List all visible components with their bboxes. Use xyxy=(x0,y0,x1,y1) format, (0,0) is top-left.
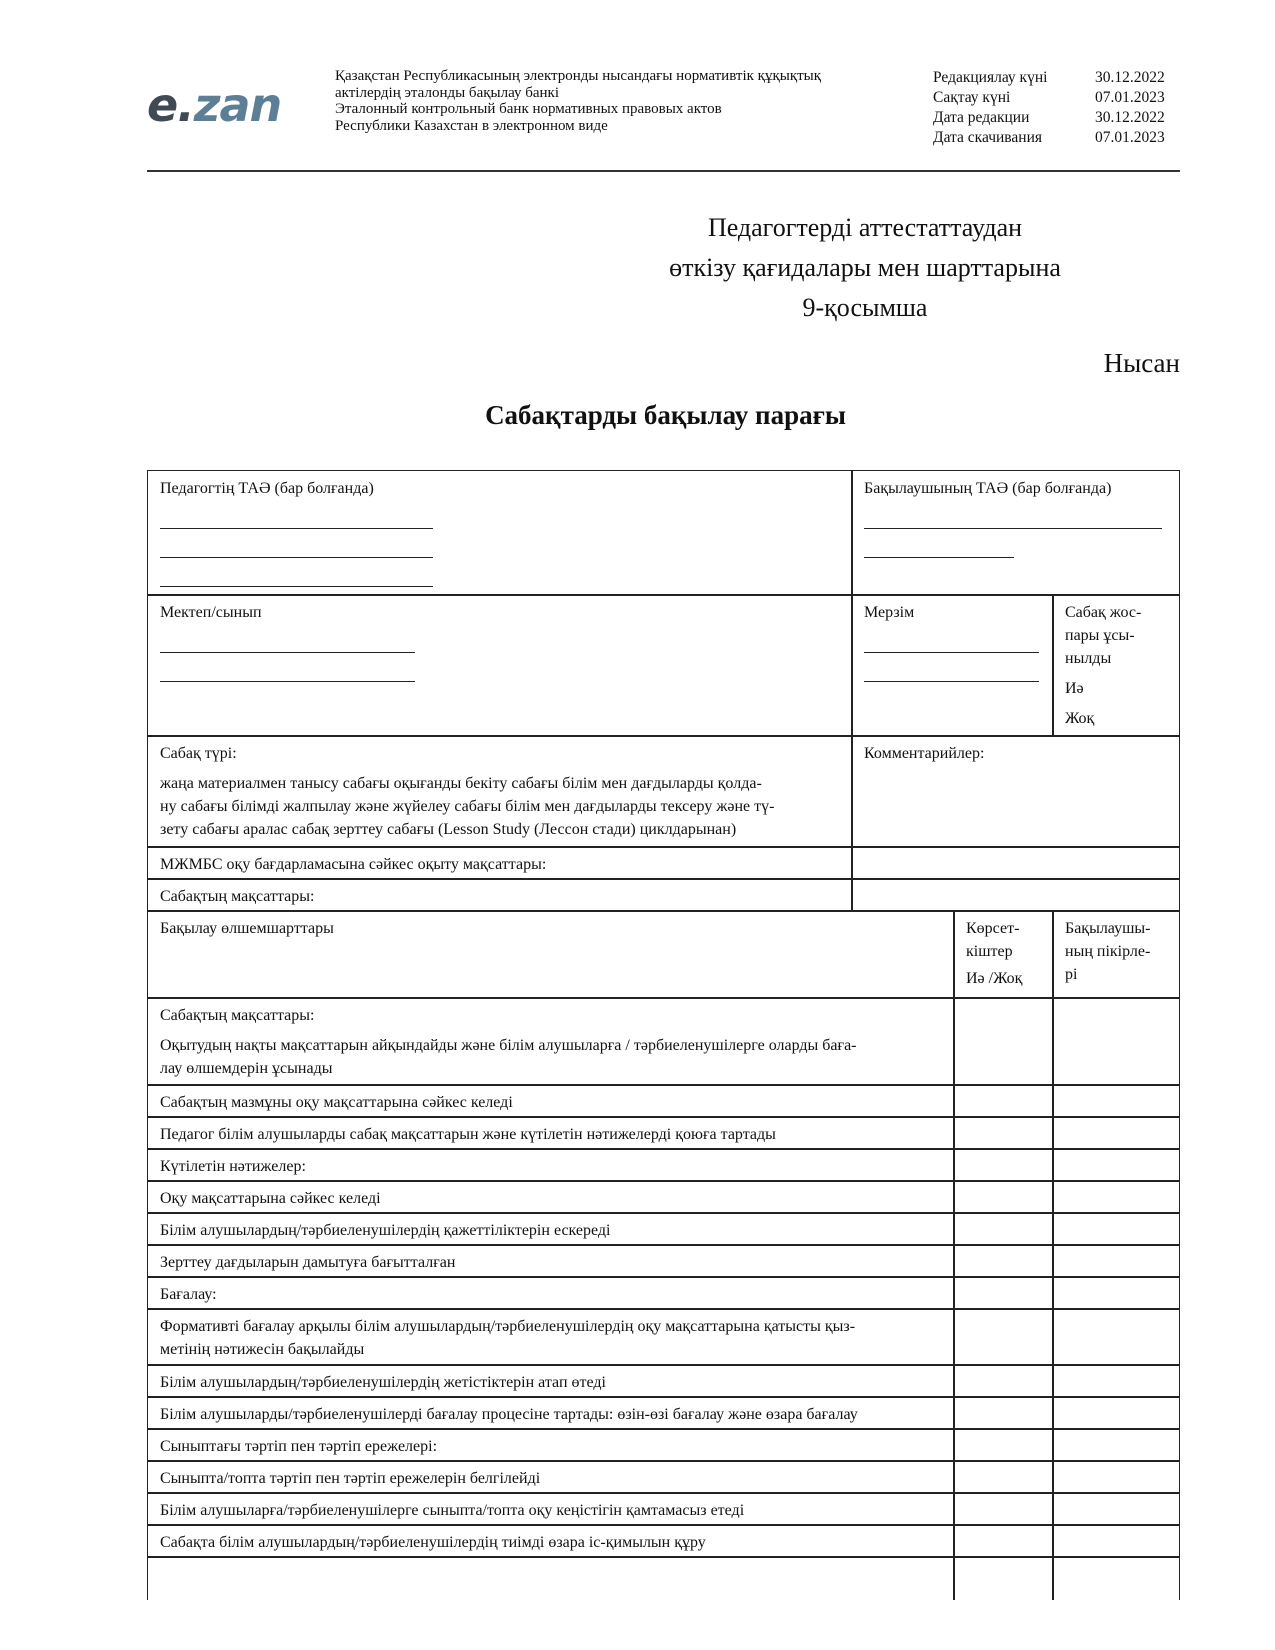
observer-opinion-header: Бақылаушы- ның пікірле- рі xyxy=(1052,910,1180,999)
blank-line xyxy=(864,652,1039,653)
indicator-input[interactable] xyxy=(953,1084,1054,1118)
observer-opinion-input[interactable] xyxy=(1052,997,1180,1086)
criteria-row: Сыныпта/топта тәртіп пен тәртіп ережелерін белгілейді xyxy=(147,1460,955,1494)
bank-description xyxy=(335,68,821,134)
document-header xyxy=(147,66,1180,172)
criteria-row: Білім алушылардың/тәрбиеленушілердің жетістіктерін атап өтеді xyxy=(147,1364,955,1398)
observer-opinion-input[interactable] xyxy=(1052,1524,1180,1558)
criteria-row xyxy=(147,1556,955,1600)
ezan-logo: e.zan xyxy=(147,78,282,132)
yes-option[interactable]: Иә xyxy=(1065,680,1084,697)
indicator-input[interactable] xyxy=(953,1492,1054,1526)
observer-opinion-input[interactable] xyxy=(1052,1428,1180,1462)
criteria-row: Күтілетін нәтижелер: xyxy=(147,1148,955,1182)
observer-opinion-input[interactable] xyxy=(1052,1244,1180,1278)
indicator-input[interactable] xyxy=(953,1244,1054,1278)
teacher-name-cell[interactable]: Педагогтің ТАӘ (бар болғанда) xyxy=(147,470,853,596)
description-line: Эталонный контрольный банк нормативных правовых актов xyxy=(335,101,722,117)
observer-opinion-input[interactable] xyxy=(1052,1460,1180,1494)
indicator-input[interactable] xyxy=(953,1148,1054,1182)
program-goals-input[interactable] xyxy=(851,846,1180,880)
lesson-goals-cell: Сабақтың мақсаттары: xyxy=(147,878,853,912)
indicator-input[interactable] xyxy=(953,1428,1054,1462)
indicator-input[interactable] xyxy=(953,1308,1054,1366)
criteria-row: Сабақтың мазмұны оқу мақсаттарына сәйкес келеді xyxy=(147,1084,955,1118)
indicator-input[interactable] xyxy=(953,997,1054,1086)
blank-line xyxy=(160,557,433,558)
document-dates xyxy=(933,68,1165,148)
no-option[interactable]: Жоқ xyxy=(1065,710,1095,727)
criteria-header: Бақылау өлшемшарттары xyxy=(147,910,955,999)
observer-opinion-input[interactable] xyxy=(1052,1556,1180,1600)
indicator-input[interactable] xyxy=(953,1116,1054,1150)
criteria-row: Сыныптағы тәртіп пен тәртіп ережелері: xyxy=(147,1428,955,1462)
criteria-row: Сабақтың мақсаттары: Оқытудың нақты мақсаттарын айқындайды және білім алушыларға / тәрбиеленушілерге оларды баға- лау өлшемдерін ұсынады xyxy=(147,997,955,1086)
date-cell[interactable]: Мерзім xyxy=(851,594,1054,737)
indicators-header: Көрсет- кіштер Иә /Жоқ xyxy=(953,910,1054,999)
school-class-cell[interactable]: Мектеп/сынып xyxy=(147,594,853,737)
blank-line xyxy=(864,528,1162,529)
observer-opinion-input[interactable] xyxy=(1052,1116,1180,1150)
blank-line xyxy=(864,557,1014,558)
meta-row: Редакциялау күні 30.12.2022 xyxy=(933,69,1165,86)
lesson-type-cell[interactable]: Сабақ түрі: жаңа материалмен танысу сабағы оқығанды бекіту сабағы білім мен дағдыларды қолда- ну сабағы білімді жалпылау және жүйелеу сабағы білім мен дағдыларды тексеру және тү- зету сабағы аралас сабақ зерттеу сабағы (Lesson Study (Лессон стади) циклдарынан) xyxy=(147,735,853,848)
indicator-input[interactable] xyxy=(953,1556,1054,1600)
criteria-row: Білім алушылардың/тәрбиеленушілердің қажеттіліктерін ескереді xyxy=(147,1212,955,1246)
meta-row: Дата скачивания 07.01.2023 xyxy=(933,129,1165,146)
criteria-row: Білім алушыларды/тәрбиеленушілерді бағалау процесіне тартады: өзін-өзі бағалау және өзара бағалау xyxy=(147,1396,955,1430)
comments-cell[interactable]: Комментарийлер: xyxy=(851,735,1180,848)
observer-opinion-input[interactable] xyxy=(1052,1396,1180,1430)
form-label: Нысан xyxy=(1103,348,1180,378)
lesson-plan-cell[interactable]: Сабақ жос- пары ұсы- нылды Иә Жоқ xyxy=(1052,594,1180,737)
observer-opinion-input[interactable] xyxy=(1052,1212,1180,1246)
description-line: Қазақстан Республикасының электронды нысандағы нормативтік құқықтық xyxy=(335,68,822,84)
appendix-reference: Педагогтерді аттестаттаудан өткізу қағидалары мен шарттарына 9-қосымша xyxy=(669,213,1061,322)
program-goals-cell: МЖМБС оқу бағдарламасына сәйкес оқыту мақсаттары: xyxy=(147,846,853,880)
observer-opinion-input[interactable] xyxy=(1052,1148,1180,1182)
blank-line xyxy=(160,586,433,587)
meta-row: Дата редакции 30.12.2022 xyxy=(933,109,1165,126)
criteria-row: Оқу мақсаттарына сәйкес келеді xyxy=(147,1180,955,1214)
meta-row: Сақтау күні 07.01.2023 xyxy=(933,89,1165,106)
indicator-input[interactable] xyxy=(953,1396,1054,1430)
criteria-row: Зерттеу дағдыларын дамытуға бағытталған xyxy=(147,1244,955,1278)
criteria-row: Педагог білім алушыларды сабақ мақсаттарын және күтілетін нәтижелерді қоюға тартады xyxy=(147,1116,955,1150)
description-line: Республики Казахстан в электронном виде xyxy=(335,117,608,134)
observer-opinion-input[interactable] xyxy=(1052,1180,1180,1214)
observer-opinion-input[interactable] xyxy=(1052,1276,1180,1310)
indicator-input[interactable] xyxy=(953,1364,1054,1398)
description-line: актілердің эталонды бақылау банкі xyxy=(335,84,559,101)
lesson-goals-input[interactable] xyxy=(851,878,1180,912)
observer-opinion-input[interactable] xyxy=(1052,1308,1180,1366)
blank-line xyxy=(160,652,415,653)
indicator-input[interactable] xyxy=(953,1212,1054,1246)
blank-line xyxy=(160,681,415,682)
criteria-row: Сабақта білім алушылардың/тәрбиеленушілердің тиімді өзара іс-қимылын құру xyxy=(147,1524,955,1558)
observer-opinion-input[interactable] xyxy=(1052,1492,1180,1526)
indicator-input[interactable] xyxy=(953,1180,1054,1214)
observer-opinion-input[interactable] xyxy=(1052,1084,1180,1118)
observer-opinion-input[interactable] xyxy=(1052,1364,1180,1398)
indicator-input[interactable] xyxy=(953,1460,1054,1494)
criteria-row: Білім алушыларға/тәрбиеленушілерге сыныпта/топта оқу кеңістігін қамтамасыз етеді xyxy=(147,1492,955,1526)
criteria-row: Формативті бағалау арқылы білім алушылардың/тәрбиеленушілердің оқу мақсаттарына қатысты қыз- метінің нәтижесін бақылайды xyxy=(147,1308,955,1366)
criteria-row: Бағалау: xyxy=(147,1276,955,1310)
observer-name-cell[interactable]: Бақылаушының ТАӘ (бар болғанда) xyxy=(851,470,1180,596)
blank-line xyxy=(864,681,1039,682)
page-title: Сабақтарды бақылау парағы xyxy=(485,400,846,430)
blank-line xyxy=(160,528,433,529)
indicator-input[interactable] xyxy=(953,1524,1054,1558)
indicator-input[interactable] xyxy=(953,1276,1054,1310)
